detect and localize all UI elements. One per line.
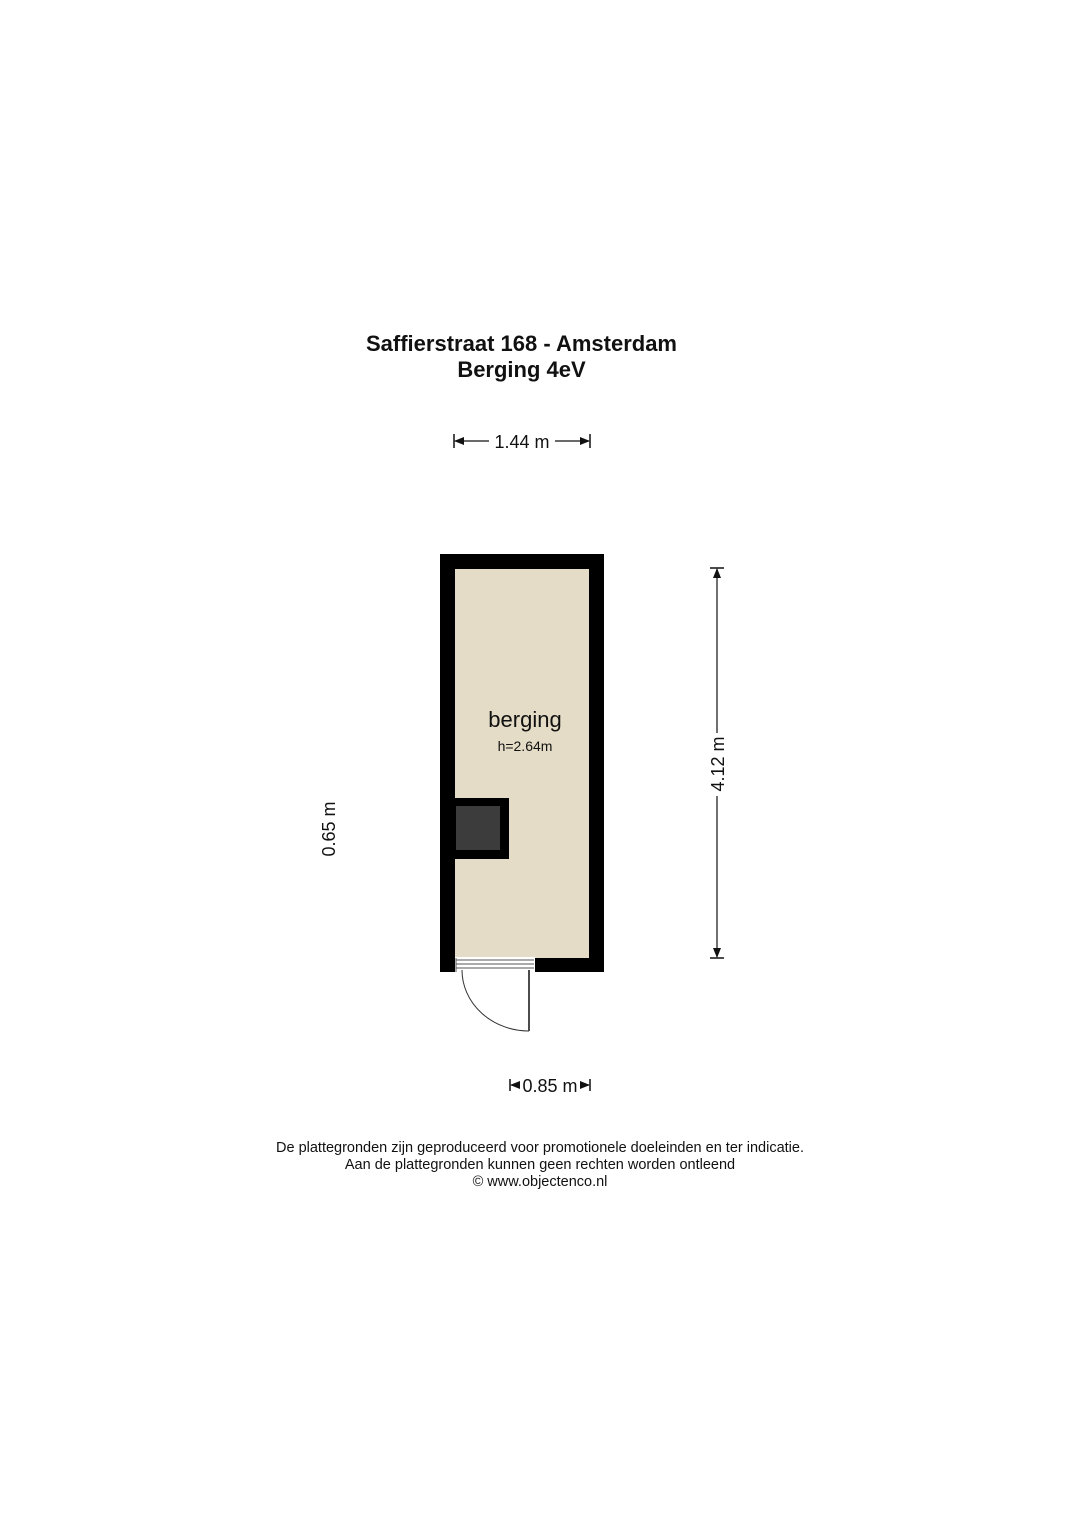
copyright-line: © www.objectenco.nl — [472, 1174, 608, 1190]
dimension-width-top-label: 1.44 m — [494, 432, 550, 452]
disclaimer — [200, 1140, 880, 1191]
dimension-door-width-label: 0.85 m — [522, 1076, 578, 1096]
dimension-width-top — [454, 432, 590, 452]
room-name-label: berging — [488, 707, 562, 732]
plan-subtitle: Berging 4eV — [457, 357, 586, 382]
disclaimer-line-2: Aan de plattegronden kunnen geen rechten worden ontleend — [344, 1157, 736, 1173]
dimension-left-label: 0.65 m — [319, 801, 339, 857]
door-swing-arc — [462, 970, 529, 1031]
room-floor — [455, 569, 589, 958]
shaft-block — [456, 806, 500, 850]
room-height-label: h=2.64m — [497, 738, 553, 754]
door-opening — [455, 957, 535, 973]
room-berging — [440, 554, 604, 973]
dimension-length-right — [708, 568, 728, 958]
dimension-door-width — [510, 1076, 590, 1096]
dimension-length-right-label: 4.12 m — [708, 736, 728, 792]
disclaimer-line-1: De plattegronden zijn geproduceerd voor promotionele doeleinden en ter indicatie. — [276, 1140, 804, 1156]
plan-title: Saffierstraat 168 - Amsterdam — [366, 331, 677, 356]
